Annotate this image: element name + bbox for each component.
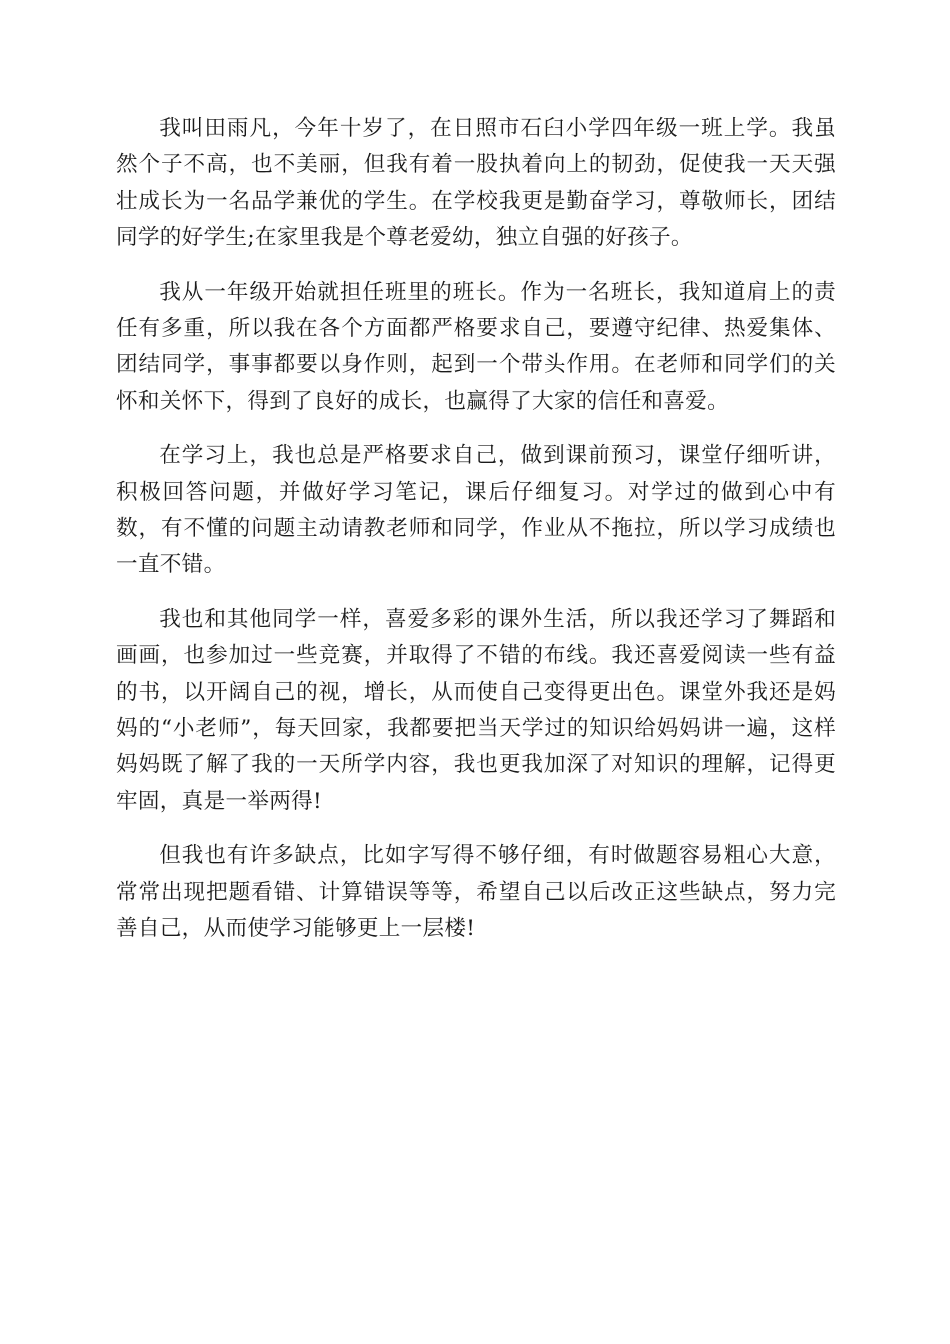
paragraph-4: 我也和其他同学一样，喜爱多彩的课外生活，所以我还学习了舞蹈和画画，也参加过一些竞赛，并取得了不错的布线。我还喜爱阅读一些有益的书，以开阔自己的视，增长，从而使自己变得更出色。课堂外我还是妈妈的“小老师”，每天回家，我都要把当天学过的知识给妈妈讲一遍，这样妈妈既了解了我的一天所学内容，我也更我加深了对知识的理解，记得更牢固，真是一举两得! (116, 607, 836, 814)
document-body (116, 111, 836, 966)
paragraph-3: 在学习上，我也总是严格要求自己，做到课前预习，课堂仔细听讲，积极回答问题，并做好学习笔记，课后仔细复习。对学过的做到心中有数，有不懂的问题主动请教老师和同学，作业从不拖拉，所以学习成绩也一直不错。 (116, 443, 836, 578)
paragraph-2: 我从一年级开始就担任班里的班长。作为一名班长，我知道肩上的责任有多重，所以我在各个方面都严格要求自己，要遵守纪律、热爱集体、团结同学，事事都要以身作则，起到一个带头作用。在老师和同学们的关怀和关怀下，得到了良好的成长，也赢得了大家的信任和喜爱。 (116, 279, 836, 414)
paragraph-1: 我叫田雨凡，今年十岁了，在日照市石臼小学四年级一班上学。我虽然个子不高，也不美丽，但我有着一股执着向上的韧劲，促使我一天天强壮成长为一名品学兼优的学生。在学校我更是勤奋学习，尊敬师长，团结同学的好学生;在家里我是个尊老爱幼，独立自强的好孩子。 (116, 116, 836, 250)
paragraph-5: 但我也有许多缺点，比如字写得不够仔细，有时做题容易粗心大意，常常出现把题看错、计算错误等等，希望自己以后改正这些缺点，努力完善自己，从而使学习能够更上一层楼! (116, 843, 836, 941)
